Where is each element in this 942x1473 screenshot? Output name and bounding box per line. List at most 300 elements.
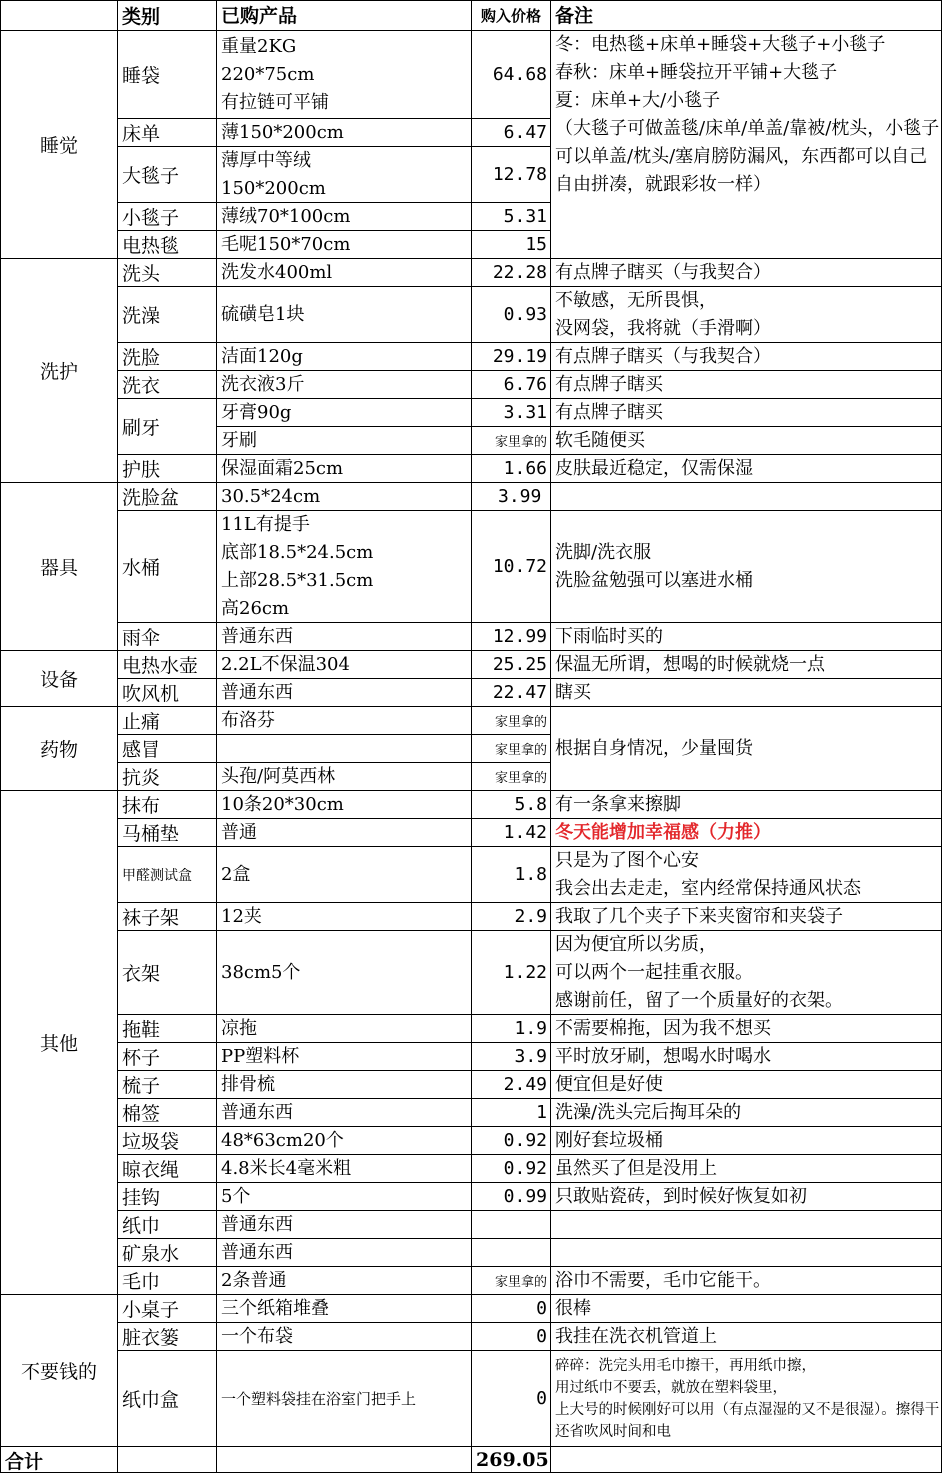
item-text: 抗炎 <box>122 767 161 789</box>
header-note <box>550 0 942 30</box>
item-text: 袜子架 <box>122 907 180 929</box>
product-text: 48*63cm20个 <box>221 1129 344 1151</box>
table-row-item <box>117 118 216 146</box>
table-row-product <box>216 230 471 258</box>
table-row-price <box>471 734 550 762</box>
table-row-item <box>117 650 216 678</box>
total-empty-cell <box>550 1446 942 1473</box>
note-text: 瞎买 <box>555 681 591 703</box>
table-row-item <box>117 510 216 622</box>
item-text: 小桌子 <box>122 1299 180 1321</box>
note-text: 有一条拿来擦脚 <box>555 793 681 815</box>
product-text: 普通东西 <box>221 1101 293 1123</box>
table-row-price <box>471 1266 550 1294</box>
product-text: 普通 <box>221 821 257 843</box>
table-row-item <box>117 1098 216 1126</box>
price-text: 0 <box>536 1326 547 1347</box>
table-row-product <box>216 1014 471 1042</box>
table-row-price <box>471 930 550 1014</box>
table-row-item <box>117 146 216 202</box>
item-text: 电热毯 <box>122 235 180 257</box>
table-row-price <box>471 790 550 818</box>
table-row-note <box>550 1014 942 1042</box>
table-row-note <box>550 1350 942 1446</box>
table-row-price <box>471 902 550 930</box>
table-row-item <box>117 1042 216 1070</box>
product-text: 薄绒70*100cm <box>221 205 351 227</box>
price-text: 1.42 <box>503 822 547 843</box>
product-text: 布洛芬 <box>221 709 275 731</box>
table-row-price <box>471 1294 550 1322</box>
table-row-product <box>216 30 471 118</box>
product-text: PP塑料杯 <box>221 1045 300 1067</box>
note-text: 便宜但是好使 <box>555 1073 663 1095</box>
group-tools <box>0 482 117 650</box>
table-row-note <box>550 1042 942 1070</box>
table-row-price <box>471 202 550 230</box>
table-row-item <box>117 1070 216 1098</box>
table-row-price <box>471 650 550 678</box>
product-text: 普通东西 <box>221 625 293 647</box>
table-row-price <box>471 258 550 286</box>
item-text: 洗头 <box>122 263 161 285</box>
item-text: 晾衣绳 <box>122 1159 180 1181</box>
product-text: 一个塑料袋挂在浴室门把手上 <box>221 1389 417 1408</box>
price-text: 1 <box>536 1102 547 1123</box>
table-row-item <box>117 482 216 510</box>
table-row-product <box>216 930 471 1014</box>
item-text: 睡袋 <box>122 65 161 87</box>
header-product <box>216 0 471 30</box>
table-row-product <box>216 1042 471 1070</box>
item-text: 吹风机 <box>122 683 180 705</box>
item-text: 垃圾袋 <box>122 1131 180 1153</box>
table-row-price <box>471 846 550 902</box>
product-text: 保湿面霜25cm <box>221 457 344 479</box>
table-row-item <box>117 678 216 706</box>
group-care <box>0 258 117 482</box>
table-row-price <box>471 146 550 202</box>
table-row-product <box>216 118 471 146</box>
table-row-note <box>550 510 942 622</box>
product-text: 4.8米长4毫米粗 <box>221 1157 352 1179</box>
group-devices-label: 设备 <box>39 669 78 691</box>
product-text: 洁面120g <box>221 345 303 367</box>
price-text: 0.93 <box>503 304 547 325</box>
price-text: 家里拿的 <box>494 743 547 758</box>
table-row-price <box>471 1350 550 1446</box>
table-row-note <box>550 622 942 650</box>
table-row-product <box>216 1266 471 1294</box>
table-row-product <box>216 1294 471 1322</box>
note-text: 保温无所谓，想喝的时候就烧一点 <box>555 653 825 675</box>
item-text: 雨伞 <box>122 627 161 649</box>
table-row-item <box>117 790 216 818</box>
table-row-item <box>117 286 216 342</box>
table-row-product <box>216 1154 471 1182</box>
item-text: 甲醛测试盒 <box>122 867 192 884</box>
price-text: 22.47 <box>492 682 547 703</box>
table-row-note <box>550 1070 942 1098</box>
table-row-price <box>471 818 550 846</box>
price-text: 家里拿的 <box>494 771 547 786</box>
item-text: 纸巾盒 <box>122 1389 180 1411</box>
group-sleep-label: 睡觉 <box>39 135 78 157</box>
note-text: 皮肤最近稳定，仅需保湿 <box>555 457 753 479</box>
item-text: 电热水壶 <box>122 655 199 677</box>
table-row-item <box>117 230 216 258</box>
table-row-product <box>216 734 471 762</box>
total-label-text: 合计 <box>5 1450 44 1473</box>
note-text: 只是为了图个心安 我会出去走走，室内经常保持通风状态 <box>555 849 861 899</box>
table-row-product <box>216 1322 471 1350</box>
item-text: 床单 <box>122 123 161 145</box>
group-others <box>0 790 117 1294</box>
group-medicine <box>0 706 117 790</box>
note-text: 因为便宜所以劣质， 可以两个一起挂重衣服。 感谢前任，留了一个质量好的衣架。 <box>555 933 843 1011</box>
table-row-item <box>117 370 216 398</box>
price-text: 1.8 <box>514 864 547 885</box>
table-row-price <box>471 510 550 622</box>
table-row-price <box>471 762 550 790</box>
price-text: 2.9 <box>514 906 547 927</box>
table-row-product <box>216 678 471 706</box>
note-text: 有点牌子瞎买 <box>555 401 663 423</box>
table-row-product <box>216 286 471 342</box>
item-text: 挂钩 <box>122 1187 161 1209</box>
product-text: 薄厚中等绒 150*200cm <box>221 149 326 199</box>
note-text: 只敢贴瓷砖，到时候好恢复如初 <box>555 1185 807 1207</box>
price-text: 家里拿的 <box>494 435 547 450</box>
table-row-item <box>117 398 216 454</box>
price-text: 3.9 <box>514 1046 547 1067</box>
table-row-note <box>550 1294 942 1322</box>
product-text: 薄150*200cm <box>221 121 344 143</box>
product-text: 硫磺皂1块 <box>221 303 305 325</box>
table-row-note <box>550 1238 942 1266</box>
table-row-item <box>117 1294 216 1322</box>
total-value-text: 269.05 <box>476 1449 549 1471</box>
price-text: 1.22 <box>503 962 547 983</box>
price-text: 12.99 <box>492 626 547 647</box>
table-row-note <box>550 258 942 286</box>
table-row-item <box>117 1238 216 1266</box>
table-row-item <box>117 30 216 118</box>
price-text: 29.19 <box>492 346 547 367</box>
group-others-label: 其他 <box>39 1033 78 1055</box>
item-text: 水桶 <box>122 557 161 579</box>
item-text: 洗脸 <box>122 347 161 369</box>
table-row-item <box>117 818 216 846</box>
table-row-item <box>117 762 216 790</box>
note-text: 冬天能增加幸福感（力推） <box>555 821 771 843</box>
product-text: 普通东西 <box>221 681 293 703</box>
note-text: 洗脚/洗衣服 洗脸盆勉强可以塞进水桶 <box>555 541 753 591</box>
price-text: 家里拿的 <box>494 1275 547 1290</box>
table-row-note <box>550 482 942 510</box>
table-row-item <box>117 622 216 650</box>
item-text: 棉签 <box>122 1103 161 1125</box>
table-row-note <box>550 650 942 678</box>
item-text: 洗脸盆 <box>122 487 180 509</box>
group-devices <box>0 650 117 706</box>
product-text: 11L有提手 底部18.5*24.5cm 上部28.5*31.5cm 高26cm <box>221 513 374 619</box>
price-text: 64.68 <box>492 64 547 85</box>
table-row-price <box>471 706 550 734</box>
header-category-text: 类别 <box>122 6 161 28</box>
note-text: 有点牌子瞎买（与我契合） <box>555 345 771 367</box>
table-row-product <box>216 650 471 678</box>
product-text: 30.5*24cm <box>221 485 321 507</box>
price-text: 5.8 <box>514 794 547 815</box>
price-text: 12.78 <box>492 164 547 185</box>
item-text: 梳子 <box>122 1075 161 1097</box>
table-row-product <box>216 146 471 202</box>
product-text: 12夹 <box>221 905 262 927</box>
table-row-product <box>216 398 471 426</box>
table-row-note <box>550 454 942 482</box>
note-text: 我取了几个夹子下来夹窗帘和夹袋子 <box>555 905 843 927</box>
table-row-product <box>216 454 471 482</box>
price-text: 3.31 <box>503 402 547 423</box>
price-text: 25.25 <box>492 654 547 675</box>
product-text: 5个 <box>221 1185 251 1207</box>
table-row-product <box>216 706 471 734</box>
product-text: 牙刷 <box>221 429 257 451</box>
table-row-item <box>117 1350 216 1446</box>
note-text: 浴巾不需要，毛巾它能干。 <box>555 1269 771 1291</box>
table-row-item <box>117 1210 216 1238</box>
table-row-product <box>216 1126 471 1154</box>
note-text: 不需要棉拖，因为我不想买 <box>555 1017 771 1039</box>
table-row-item <box>117 1266 216 1294</box>
table-row-product <box>216 1070 471 1098</box>
item-text: 矿泉水 <box>122 1243 180 1265</box>
price-text: 1.9 <box>514 1018 547 1039</box>
table-row-note <box>550 398 942 426</box>
price-text: 3.99 <box>498 486 542 507</box>
table-row-price <box>471 342 550 370</box>
note-text: 下雨临时买的 <box>555 625 663 647</box>
group-medicine-label: 药物 <box>39 739 78 761</box>
price-text: 10.72 <box>492 556 547 577</box>
item-text: 洗衣 <box>122 375 161 397</box>
product-text: 普通东西 <box>221 1213 293 1235</box>
note-text: 平时放牙刷，想喝水时喝水 <box>555 1045 771 1067</box>
note-text: 根据自身情况，少量囤货 <box>555 737 753 759</box>
table-row-item <box>117 902 216 930</box>
product-text: 2条普通 <box>221 1269 287 1291</box>
table-row-product <box>216 790 471 818</box>
item-text: 止痛 <box>122 711 161 733</box>
price-text: 1.66 <box>503 458 547 479</box>
table-row-price <box>471 30 550 118</box>
price-text: 0 <box>536 1388 547 1409</box>
total-empty-cell <box>117 1446 216 1473</box>
header-note-text: 备注 <box>555 4 594 27</box>
table-row-price <box>471 622 550 650</box>
table-row-item <box>117 846 216 902</box>
product-text: 三个纸箱堆叠 <box>221 1297 329 1319</box>
table-row-product <box>216 426 471 454</box>
table-row-product <box>216 202 471 230</box>
note-text: 有点牌子瞎买 <box>555 373 663 395</box>
product-text: 重量2KG 220*75cm 有拉链可平铺 <box>221 35 329 113</box>
table-row-product <box>216 370 471 398</box>
table-row-product <box>216 1210 471 1238</box>
table-row-item <box>117 1014 216 1042</box>
table-row-note <box>550 1210 942 1238</box>
table-row-price <box>471 1042 550 1070</box>
table-row-price <box>471 426 550 454</box>
product-text: 38cm5个 <box>221 961 301 983</box>
price-text: 6.47 <box>503 122 547 143</box>
table-row-note <box>550 1266 942 1294</box>
table-row-price <box>471 1154 550 1182</box>
item-text: 大毯子 <box>122 165 180 187</box>
table-row-price <box>471 1322 550 1350</box>
note-text: 刚好套垃圾桶 <box>555 1129 663 1151</box>
total-label <box>0 1446 117 1473</box>
group-tools-label: 器具 <box>39 557 78 579</box>
table-row-product <box>216 846 471 902</box>
table-row-product <box>216 1098 471 1126</box>
table-row-note <box>550 1154 942 1182</box>
item-text: 小毯子 <box>122 207 180 229</box>
product-text: 毛呢150*70cm <box>221 233 351 255</box>
table-row-price <box>471 1182 550 1210</box>
item-text: 毛巾 <box>122 1271 161 1293</box>
product-text: 一个布袋 <box>221 1325 293 1347</box>
table-row-product <box>216 342 471 370</box>
total-value <box>471 1446 550 1473</box>
item-text: 拖鞋 <box>122 1019 161 1041</box>
header-product-text: 已购产品 <box>221 4 298 27</box>
table-row-product <box>216 622 471 650</box>
price-text: 0.99 <box>503 1186 547 1207</box>
item-text: 抹布 <box>122 795 161 817</box>
header-price-text: 购入价格 <box>480 7 541 25</box>
table-row-product <box>216 818 471 846</box>
table-row-note <box>550 1322 942 1350</box>
table-row-item <box>117 258 216 286</box>
table-row-item <box>117 706 216 734</box>
table-row-item <box>117 1126 216 1154</box>
table-row-note <box>550 790 942 818</box>
table-row-note <box>550 426 942 454</box>
table-row-note <box>550 846 942 902</box>
table-row-price <box>471 1238 550 1266</box>
table-row-item <box>117 930 216 1014</box>
header-category <box>117 0 216 30</box>
table-row-price <box>471 398 550 426</box>
item-text: 护肤 <box>122 459 161 481</box>
item-text: 感冒 <box>122 739 161 761</box>
note-text: 冬：电热毯+床单+睡袋+大毯子+小毯子 春秋：床单+睡袋拉开平铺+大毯子 夏：床单+大/小毯子 （大毯子可做盖毯/床单/单盖/靠被/枕头，小毯子可以单盖/枕头/塞肩膀防漏风，东西都可以自己自由拼凑，就跟彩妆一样） <box>555 34 940 195</box>
price-text: 2.49 <box>503 1074 547 1095</box>
table-row-price <box>471 454 550 482</box>
table-row-product <box>216 510 471 622</box>
table-row-price <box>471 286 550 342</box>
item-text: 衣架 <box>122 963 161 985</box>
table-row-price <box>471 678 550 706</box>
table-row-item <box>117 454 216 482</box>
item-text: 脏衣篓 <box>122 1327 180 1349</box>
product-text: 头孢/阿莫西林 <box>221 765 336 787</box>
group-sleep <box>0 30 117 258</box>
table-row-note <box>550 1126 942 1154</box>
note-text: 洗澡/洗头完后掏耳朵的 <box>555 1101 742 1123</box>
table-row-price <box>471 1210 550 1238</box>
table-row-item <box>117 1322 216 1350</box>
item-text: 纸巾 <box>122 1215 161 1237</box>
product-text: 2.2L不保温304 <box>221 653 350 675</box>
price-text: 5.31 <box>503 206 547 227</box>
note-text: 软毛随便买 <box>555 429 645 451</box>
table-row-product <box>216 762 471 790</box>
product-text: 洗衣液3斤 <box>221 373 305 395</box>
highlight-note <box>550 818 942 846</box>
group-free-label: 不要钱的 <box>20 1361 97 1383</box>
note-text: 很棒 <box>555 1297 591 1319</box>
table-row-note <box>550 902 942 930</box>
table-row-note <box>550 370 942 398</box>
product-text: 洗发水400ml <box>221 261 333 283</box>
header-price <box>471 0 550 30</box>
item-text: 洗澡 <box>122 305 161 327</box>
table-row-item <box>117 202 216 230</box>
table-row-product <box>216 258 471 286</box>
table-row-note <box>550 930 942 1014</box>
product-text: 排骨梳 <box>221 1073 275 1095</box>
table-row-price <box>471 1014 550 1042</box>
group-care-label: 洗护 <box>39 361 78 383</box>
table-row-product <box>216 1238 471 1266</box>
table-row-price <box>471 1070 550 1098</box>
table-row-item <box>117 1154 216 1182</box>
note-text: 碎碎：洗完头用毛巾擦干，再用纸巾擦， 用过纸巾不要丢，就放在塑料袋里， 上大号的时候刚好可以用（有点湿湿的又不是很湿）。擦得干还省吹风时间和电 <box>555 1357 940 1440</box>
table-row-price <box>471 118 550 146</box>
table-row-price <box>471 1098 550 1126</box>
price-text: 6.76 <box>503 374 547 395</box>
note-text: 虽然买了但是没用上 <box>555 1157 717 1179</box>
sleep-note <box>550 30 942 258</box>
price-text: 0.92 <box>503 1130 547 1151</box>
table-row-note <box>550 342 942 370</box>
total-empty-cell <box>216 1446 471 1473</box>
group-free <box>0 1294 117 1446</box>
table-row-item <box>117 342 216 370</box>
table-row-product <box>216 1350 471 1446</box>
table-row-product <box>216 902 471 930</box>
product-text: 普通东西 <box>221 1241 293 1263</box>
note-text: 不敏感，无所畏惧， 没网袋，我将就（手滑啊） <box>555 289 771 339</box>
table-row-note <box>550 1182 942 1210</box>
price-text: 0 <box>536 1298 547 1319</box>
table-row-product <box>216 1182 471 1210</box>
table-row-product <box>216 482 471 510</box>
item-text: 刷牙 <box>122 417 161 439</box>
medicine-note <box>550 706 942 790</box>
header-blank-cell <box>0 0 117 30</box>
product-text: 2盒 <box>221 863 251 885</box>
price-text: 0.92 <box>503 1158 547 1179</box>
table-row-price <box>471 1126 550 1154</box>
product-text: 10条20*30cm <box>221 793 344 815</box>
product-text: 牙膏90g <box>221 401 292 423</box>
table-row-price <box>471 482 550 510</box>
table-row-price <box>471 230 550 258</box>
